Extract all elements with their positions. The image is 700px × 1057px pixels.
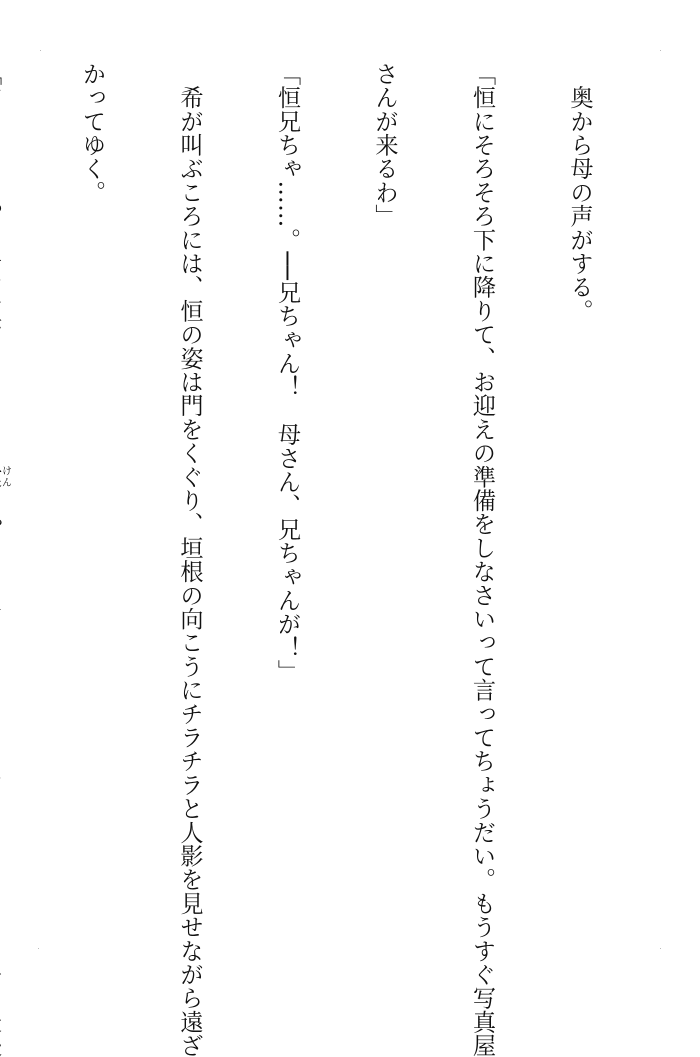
text-line-7 xyxy=(0,62,10,962)
text-line-5: 希が叫ぶころには、恒の姿は門をくぐり、垣根の向こうにチラチラと人影を見せながら遠ざ xyxy=(176,62,203,1057)
page-mark-bottom-right xyxy=(660,948,661,949)
page-mark-bottom-left xyxy=(38,948,39,949)
text-line-1: 奥から母の声がする。 xyxy=(566,62,593,323)
page-mark-top-left xyxy=(40,50,41,51)
furigana-ken: けん xyxy=(0,464,11,489)
text-line-2: 「恒にそろそろ下に降りて、お迎えの準備をしなさいって言ってちょうだい。もうすぐ写真屋 xyxy=(468,62,496,1057)
vertical-text-body xyxy=(0,62,660,1057)
text-line-3: さんが来るわ」 xyxy=(371,62,398,228)
text-line-4: 「恒兄ちゃ……。──兄ちゃん！ 母さん、兄ちゃんが！」 xyxy=(273,62,301,684)
text-line-6: かってゆく。 xyxy=(78,62,106,205)
page-mark-top-right xyxy=(660,50,661,51)
